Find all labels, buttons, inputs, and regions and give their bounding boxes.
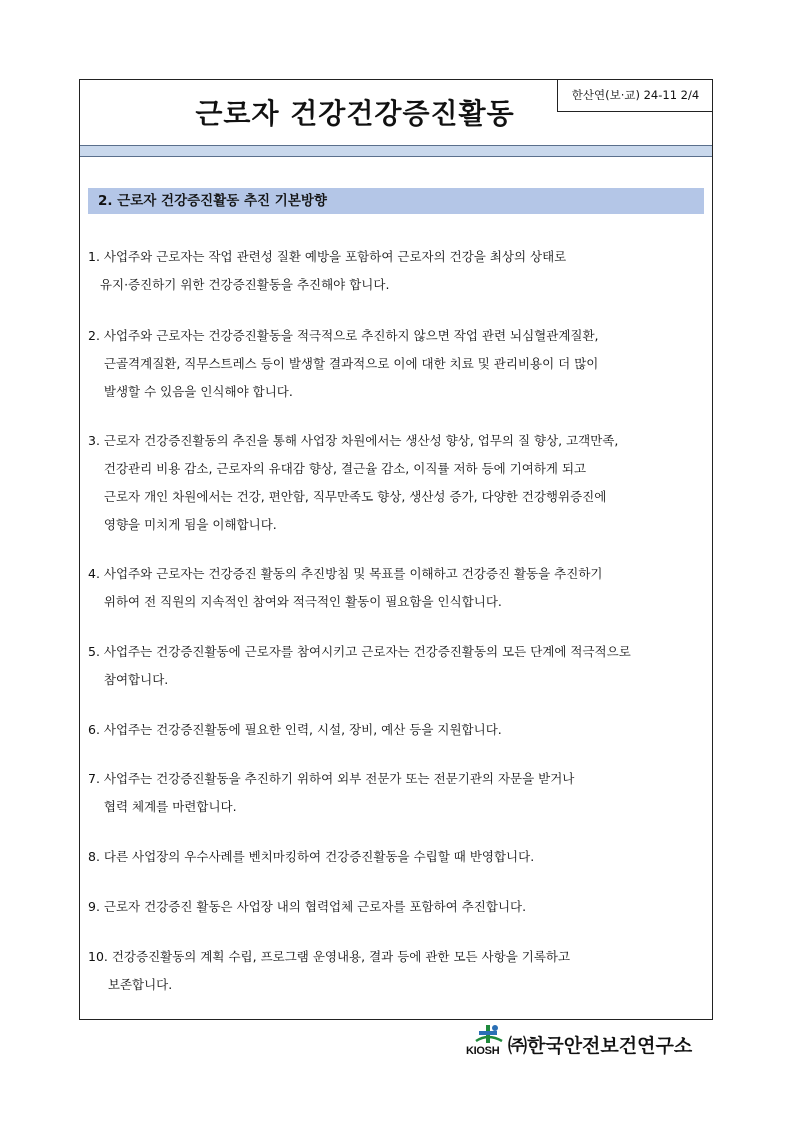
kiosh-logo-icon [466,1023,512,1047]
list-item-line: 2. 사업주와 근로자는 건강증진활동을 적극적으로 추진하지 않으면 작업 관련 뇌심혈관계질환, [88,328,599,343]
list-item-line: 7. 사업주는 건강증진활동을 추진하기 위하여 외부 전문가 또는 전문기관의 자문을 받거나 [88,771,575,786]
list-item [88,843,708,871]
list-item [88,893,708,921]
list-item-line: 영향을 미치게 됨을 이해합니다. [88,517,277,532]
footer [466,1023,716,1063]
list-item-line: 근골격계질환, 직무스트레스 등이 발생할 결과적으로 이에 대한 치료 및 관리비용이 더 많이 [88,356,599,371]
list-item-line: 8. 다른 사업장의 우수사례를 벤치마킹하여 건강증진활동을 수립할 때 반영합니다. [88,849,535,864]
list-item-line: 협력 체계를 마련합니다. [88,799,237,814]
list-item [88,243,708,299]
list-item [88,765,708,821]
list-item [88,943,708,999]
list-item-line: 1. 사업주와 근로자는 작업 관련성 질환 예방을 포함하여 근로자의 건강을 최상의 상태로 [88,249,567,264]
kiosh-logo [466,1023,512,1061]
list-item [88,560,708,616]
list-item-line: 10. 건강증진활동의 계획 수립, 프로그램 운영내용, 결과 등에 관한 모든 사항을 기록하고 [88,949,571,964]
document-frame [79,79,713,1020]
list-item-line: 발생할 수 있음을 인식해야 합니다. [88,384,293,399]
list-item-line: 건강관리 비용 감소, 근로자의 유대감 향상, 결근율 감소, 이직률 저하 등에 기여하게 되고 [88,461,587,476]
list-item-line: 9. 근로자 건강증진 활동은 사업장 내의 협력업체 근로자를 포함하여 추진합니다. [88,899,527,914]
list-item [88,427,708,539]
list-item [88,638,708,694]
organization-name: ㈜한국안전보건연구소 [508,1035,693,1057]
list-item [88,322,708,406]
list-item-line: 보존합니다. [88,977,173,992]
page-title: 근로자 건강건강증진활동 [195,97,515,130]
list-item-line: 3. 근로자 건강증진활동의 추진을 통해 사업장 차원에서는 생산성 향상, 업무의 질 향상, 고객만족, [88,433,619,448]
document-reference: 한산연(보·교) 24-11 2/4 [557,80,713,112]
list-item-line: 근로자 개인 차원에서는 건강, 편안함, 직무만족도 향상, 생산성 증가, 다양한 건강행위증진에 [88,489,607,504]
list-item-line: 4. 사업주와 근로자는 건강증진 활동의 추진방침 및 목표를 이해하고 건강증진 활동을 추진하기 [88,566,603,581]
list-item-line: 5. 사업주는 건강증진활동에 근로자를 참여시키고 근로자는 건강증진활동의 모든 단계에 적극적으로 [88,644,631,659]
section-heading: 2. 근로자 건강증진활동 추진 기본방향 [88,188,704,214]
list-item-line: 6. 사업주는 건강증진활동에 필요한 인력, 시설, 장비, 예산 등을 지원합니다. [88,722,502,737]
header-divider-band [80,145,712,157]
list-item [88,716,708,744]
logo-text: KIOSH [466,1045,500,1057]
list-item-line: 참여합니다. [88,672,169,687]
list-item-line: 유지·증진하기 위한 건강증진활동을 추진해야 합니다. [88,277,390,292]
list-item-line: 위하여 전 직원의 지속적인 참여와 적극적인 활동이 필요함을 인식합니다. [88,594,502,609]
